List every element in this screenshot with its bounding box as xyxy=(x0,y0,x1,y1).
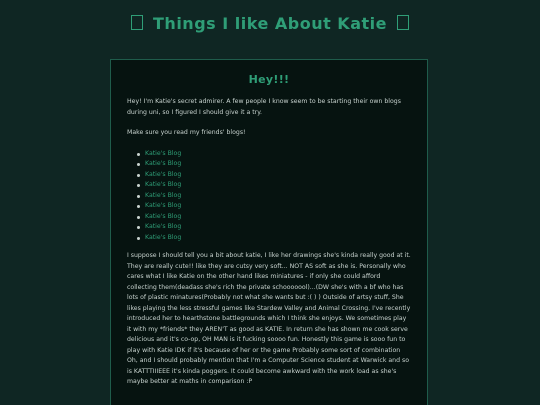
site-title: Things I like About Katie xyxy=(153,14,387,33)
friends-blogs-prompt: Make sure you read my friends' blogs! xyxy=(127,129,246,136)
list-item xyxy=(137,170,411,181)
blog-link[interactable]: Katie's Blog xyxy=(145,212,182,220)
list-item xyxy=(137,222,411,233)
blog-link[interactable]: Katie's Blog xyxy=(145,233,182,241)
list-item xyxy=(137,191,411,202)
friends-blog-list xyxy=(127,149,411,244)
list-item xyxy=(137,212,411,223)
blog-link[interactable]: Katie's Blog xyxy=(145,181,182,188)
missing-glyph-icon xyxy=(131,15,143,30)
missing-glyph-icon xyxy=(397,15,409,30)
intro-paragraph: Hey! I'm Katie's secret admirer. A few people I know seem to be starting their own blogs during uni, so I figured I should give it a try. xyxy=(127,98,401,116)
post-title: Hey!!! xyxy=(248,73,290,86)
bullet-icon xyxy=(137,153,140,156)
blog-post-card xyxy=(110,59,428,405)
bullet-icon xyxy=(137,195,140,198)
blog-link[interactable]: Katie's Blog xyxy=(145,202,182,209)
about-katie-paragraph: I suppose I should tell you a bit about katie, I like her drawings she's kinda really good at it. They are really cute!! like they are cutsy very soft... NOT AS soft as she is. Personally who cares what I like Katie on the other hand likes miniatures - if only she could afford collecting them(deadass she's rich the private schooooool)...(DW she's with a bf who has lots of plastic minatures(Probably not what she wants but :( ) ) Outside of artsy stuff, She likes playing the less stressful games like Stardew Valley and Animal Crossing. I've recently introduced her to hearthstone battlegrounds which I think she enjoys. We sometimes play it with my *friends* they AREN'T as good as KATIE. In return she has shown me cook serve delicious and it's co-op, OH MAN is it fucking soooo fun. Honestly this game is sooo fun to play with Katie IDK if it's because of her or the game Probably some sort of combination Oh, and I should probably mention that I'm a Computer Science student at Warwick and so is KATTTIIIEEE it's kinda poggers. It could become awkward with the work load as she's maybe better at maths in comparison :P xyxy=(127,252,411,385)
list-item xyxy=(137,201,411,212)
blog-link[interactable]: Katie's Blog xyxy=(145,170,182,178)
bullet-icon xyxy=(137,216,140,219)
bullet-icon xyxy=(137,174,140,177)
bullet-icon xyxy=(137,163,140,166)
bullet-icon xyxy=(137,237,140,240)
list-item xyxy=(137,159,411,170)
list-item xyxy=(137,233,411,244)
list-item xyxy=(137,149,411,160)
blog-link[interactable]: Katie's Blog xyxy=(145,160,182,167)
blog-link[interactable]: Katie's Blog xyxy=(145,149,182,157)
bullet-icon xyxy=(137,184,140,187)
blog-link[interactable]: Katie's Blog xyxy=(145,191,182,199)
site-header xyxy=(0,14,540,33)
bullet-icon xyxy=(137,226,140,229)
blog-link[interactable]: Katie's Blog xyxy=(145,223,182,230)
bullet-icon xyxy=(137,205,140,208)
list-item xyxy=(137,180,411,191)
